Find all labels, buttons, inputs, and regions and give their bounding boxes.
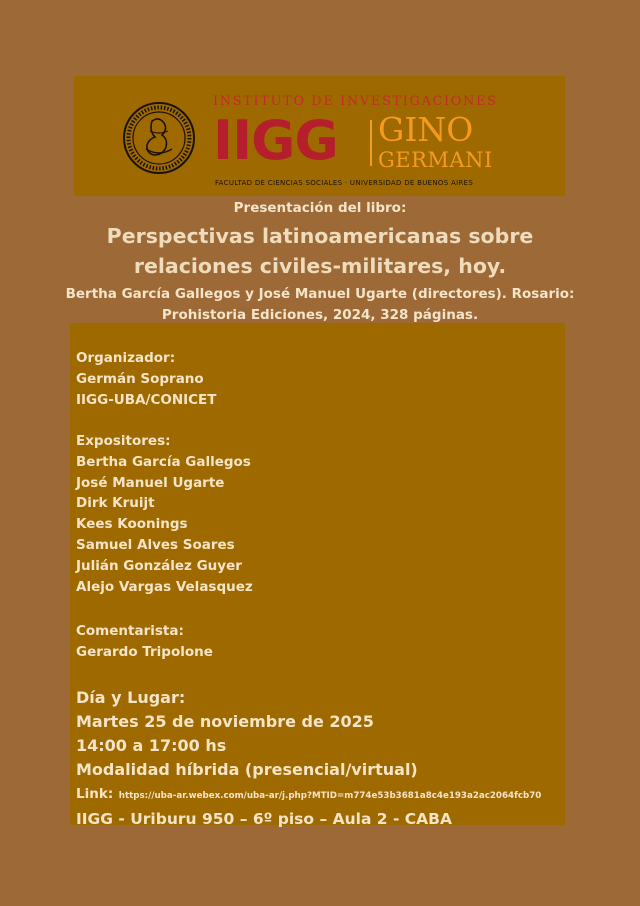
commentator-heading: Comentarista: — [76, 623, 184, 639]
event-heading: Día y Lugar: — [76, 688, 186, 707]
speakers-heading: Expositores: — [76, 433, 171, 449]
logo-divider — [370, 120, 372, 166]
event-time: 14:00 a 17:00 hs — [76, 736, 227, 755]
institute-acronym: IIGG — [213, 109, 338, 172]
organizer-heading: Organizador: — [76, 350, 176, 366]
organizer-affiliation: IIGG-UBA/CONICET — [76, 391, 217, 408]
organizer-name: Germán Soprano — [76, 370, 204, 387]
event-link-row — [76, 782, 541, 807]
book-title-line-2: relaciones civiles-militares, hoy. — [133, 254, 507, 278]
speaker-name: Alejo Vargas Velasquez — [76, 578, 253, 595]
speakers-block — [76, 431, 253, 597]
speaker-name: Dirk Kruijt — [76, 495, 155, 512]
event-link-url[interactable]: https://uba-ar.webex.com/uba-ar/j.php?MTID=m774e53b3681a8c4e193a2ac2064fcb70 — [118, 791, 542, 801]
commentator-name: Gerardo Tripolone — [76, 643, 213, 660]
university-seal-icon — [122, 101, 196, 175]
book-title — [0, 221, 640, 281]
event-date: Martes 25 de noviembre de 2025 — [76, 712, 374, 731]
speaker-name: José Manuel Ugarte — [76, 474, 225, 491]
presentation-label: Presentación del libro: — [233, 200, 407, 216]
speaker-name: Bertha García Gallegos — [76, 453, 251, 470]
organizer-block — [76, 348, 216, 410]
speaker-name: Samuel Alves Soares — [76, 536, 235, 553]
institute-name-last: GERMANI — [378, 148, 493, 172]
event-info-panel — [70, 323, 565, 828]
authors-line-1: Bertha García Gallegos y José Manuel Ugarte (directores). Rosario: — [65, 286, 575, 302]
authors-line-2: Prohistoria Ediciones, 2024, 328 páginas. — [161, 307, 479, 323]
institute-header — [74, 76, 565, 196]
institute-line: INSTITUTO DE INVESTIGACIONES — [213, 94, 498, 109]
event-address: IIGG - Uriburu 950 – 6º piso – Aula 2 - CABA — [76, 810, 452, 828]
faculty-line: FACULTAD DE CIENCIAS SOCIALES · UNIVERSIDAD DE BUENOS AIRES — [215, 179, 474, 187]
speaker-name: Kees Koonings — [76, 516, 188, 533]
event-mode: Modalidad híbrida (presencial/virtual) — [76, 760, 418, 779]
event-block — [76, 686, 541, 831]
commentator-block — [76, 621, 213, 663]
institute-name-first: GINO — [378, 110, 474, 149]
book-authors — [0, 284, 640, 326]
event-link-label: Link: — [76, 786, 114, 802]
speaker-name: Julián González Guyer — [76, 557, 242, 574]
book-title-line-1: Perspectivas latinoamericanas sobre — [106, 224, 534, 248]
